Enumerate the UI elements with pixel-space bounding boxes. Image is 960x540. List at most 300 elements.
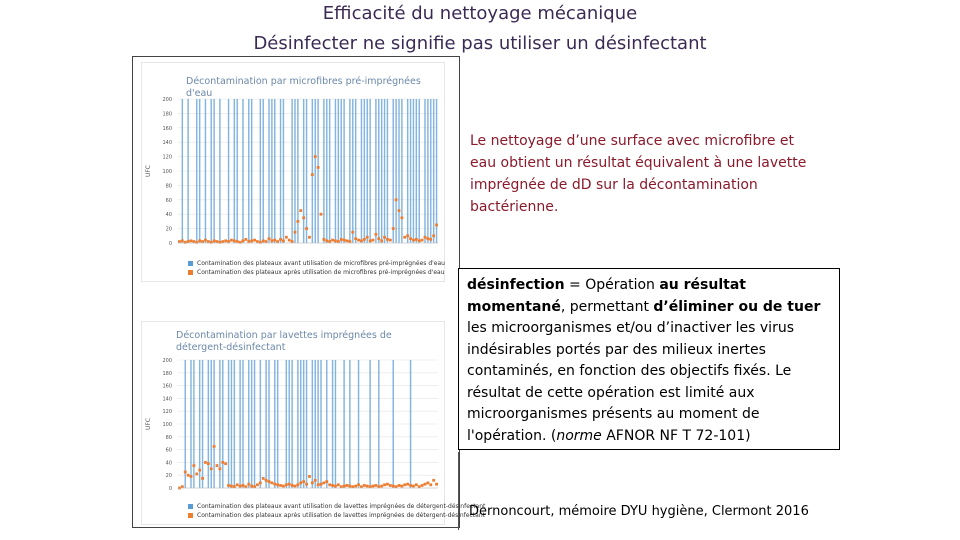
data-point [432,234,435,237]
data-point [288,483,291,486]
definition-box [458,268,840,450]
y-tick-label: 80 [165,183,172,190]
data-point [230,485,233,488]
data-point [210,467,213,470]
bar [430,99,431,243]
bar [208,360,209,488]
def-part3: les microorganismes et/ou d’inactiver les virus indésirables portés par des milieux inertes contaminés, en fonction des objectifs fixés. Le résultat de cette opération est limité aux microorganismes présents au moment de l'opération. ( [467,320,794,444]
bar [289,360,290,488]
bar [387,99,388,243]
bar [271,99,272,243]
data-point [213,445,216,448]
data-point [374,233,377,236]
bar [332,360,333,488]
data-point [207,240,210,243]
y-tick-label: 40 [165,212,172,219]
bar [193,360,194,488]
data-point [291,484,294,487]
data-point [351,231,354,234]
data-point [331,239,334,242]
data-point [247,240,250,243]
data-point [322,238,325,241]
bar [260,99,261,243]
data-point [198,239,201,242]
data-point [242,239,245,242]
chart-lavettes-title: Décontamination par lavettes imprégnées de détergent-désinfectant [176,330,392,353]
data-point [285,236,288,239]
def-part2: , permettant [560,298,654,315]
y-tick-label: 180 [162,111,172,118]
data-point [190,475,193,478]
y-tick-label: 200 [162,358,172,364]
data-point [276,240,279,243]
data-point [435,224,438,227]
y-tick-label: 20 [165,226,172,233]
y-tick-label: 160 [162,383,172,390]
bar [280,99,281,243]
bar [274,99,275,243]
legend-before-swatch [188,261,193,266]
data-point [305,227,308,230]
y-tick-label: 80 [165,434,172,441]
data-point [192,464,195,467]
data-point [239,485,242,488]
charts-frame [132,56,486,528]
data-point [181,239,184,242]
bar [364,99,365,243]
bar [268,360,269,488]
data-point [230,239,233,242]
data-point [178,240,181,243]
data-point [334,485,337,488]
data-point [187,240,190,243]
bar [239,360,240,488]
y-tick-label: 200 [162,97,172,103]
def-part4: AFNOR NF T 72-101) [601,427,751,444]
def-part1: Opération [585,277,660,293]
bar [419,99,420,243]
bar [352,99,353,243]
bar [410,99,411,243]
bar [199,99,200,243]
bar [291,99,292,243]
bar [234,360,235,488]
bar [349,360,350,488]
bar [416,99,417,243]
data-point [348,485,351,488]
data-point [270,239,273,242]
bar [222,360,223,488]
data-point [429,238,432,241]
bar [286,360,287,488]
data-point [343,485,346,488]
data-point [412,485,415,488]
bar [312,99,313,243]
data-point [204,239,207,242]
bar [202,360,203,488]
legend-before-label: Contamination des plateaux avant utilisation de microfibres pré-imprégnées d'eau [197,260,445,267]
bar [326,360,327,488]
bar [335,360,336,488]
data-point [389,239,392,242]
data-point [187,474,190,477]
bar [315,360,316,488]
bar [378,360,379,488]
data-point [288,239,291,242]
data-point [265,240,268,243]
data-point [383,236,386,239]
bar [338,99,339,243]
data-point [201,240,204,243]
bar [424,99,425,243]
data-point [282,485,285,488]
data-point [262,239,265,242]
def-term: désinfection [467,277,565,293]
bar [381,99,382,243]
bar [317,360,318,488]
bar [401,99,402,243]
data-point [426,481,429,484]
data-point [337,240,340,243]
bar [306,99,307,243]
legend-before-swatch [188,504,193,509]
data-point [244,238,247,241]
bar [248,360,249,488]
data-point [216,464,219,467]
bar [343,360,344,488]
data-point [250,485,253,488]
bar [228,360,229,488]
bar [378,99,379,243]
data-point [224,239,227,242]
def-bold2: d’éliminer ou de tuer [653,298,821,315]
bar [335,99,336,243]
data-point [213,239,216,242]
data-point [311,481,314,484]
legend-before-microfibre [188,259,445,268]
bar [297,360,298,488]
bar [237,99,238,243]
bar [393,360,394,488]
data-point [421,484,424,487]
data-point [328,240,331,243]
data-point [346,239,349,242]
data-point [320,213,323,216]
data-point [305,483,308,486]
data-point [227,240,230,243]
data-point [308,475,311,478]
data-point [294,231,297,234]
data-point [227,484,230,487]
data-point [424,483,427,486]
data-point [296,483,299,486]
bar [242,99,243,243]
data-point [432,479,435,482]
bar [263,99,264,243]
bar [369,99,370,243]
y-tick-label: 160 [162,125,172,132]
data-point [317,483,320,486]
data-point [369,239,372,242]
bar [329,99,330,243]
bar [393,99,394,243]
data-point [268,237,271,240]
legend-after-label: Contamination des plateaux après utilisation de microfibres pré-imprégnées d'eau [197,269,445,276]
bar [323,99,324,243]
y-tick-label: 0 [168,486,172,492]
bar [251,99,252,243]
slide-title-line2: Désinfecter ne signifie pas utiliser un désinfectant [253,33,707,54]
data-point [322,481,325,484]
conclusion-note: Le nettoyage d’une surface avec microfibre et eau obtient un résultat équivalent à une lavette imprégnée de dD sur la décontamination bactérienne. [470,133,807,215]
data-point [372,485,375,488]
data-point [190,239,193,242]
y-tick-label: 100 [162,422,172,428]
data-point [403,236,406,239]
data-point [221,240,224,243]
data-point [325,239,328,242]
chart-lavettes-legend [188,502,485,520]
data-point [265,479,268,482]
data-point [406,234,409,237]
bar [349,99,350,243]
data-point [256,483,259,486]
bar [326,99,327,243]
data-point [308,236,311,239]
bar [211,99,212,243]
data-point [276,483,279,486]
data-point [348,240,351,243]
bar [367,99,368,243]
data-point [256,240,259,243]
data-point [377,237,380,240]
bar [361,99,362,243]
def-eq: = [564,277,586,293]
bar [251,360,252,488]
bar [265,360,266,488]
bar [248,99,249,243]
y-tick-label: 60 [165,197,172,204]
chart-lavettes [141,321,486,525]
y-tick-label: 40 [165,460,172,467]
bar [384,99,385,243]
data-point [285,483,288,486]
data-point [296,220,299,223]
data-point [386,238,389,241]
bar [303,360,304,488]
y-axis-label: UFC [145,417,152,431]
data-point [201,477,204,480]
data-point [380,485,383,488]
bar [306,360,307,488]
data-point [314,155,317,158]
y-tick-label: 0 [168,241,172,247]
bar [283,99,284,243]
def-bold1: au résultat momentané [467,277,746,315]
bar [260,360,261,488]
data-point [415,483,418,486]
bar [291,360,292,488]
data-point [204,461,207,464]
bar [274,360,275,488]
legend-after-swatch [188,513,193,518]
bar [358,360,359,488]
data-point [236,483,239,486]
data-point [424,236,427,239]
data-point [314,479,317,482]
bar [182,99,183,243]
bar [407,99,408,243]
chart-lavettes-plot [142,354,442,504]
data-point [346,484,349,487]
reference-box [458,452,840,530]
chart-microfibre-title: Décontamination par microfibres pré-imprégnées d'eau [186,76,421,99]
data-point [325,480,328,483]
data-point [320,483,323,486]
bar [427,99,428,243]
data-point [409,484,412,487]
data-point [233,239,236,242]
y-tick-label: 180 [162,370,172,377]
data-point [406,483,409,486]
data-point [273,239,276,242]
legend-after-label: Contamination des plateaux après utilisation de lavettes imprégnées de détergent-désinfectant [197,512,485,519]
data-point [236,240,239,243]
bar [242,360,243,488]
y-tick-label: 140 [162,140,172,147]
bar [355,99,356,243]
data-point [354,237,357,240]
data-point [195,473,198,476]
data-point [253,239,256,242]
data-point [268,480,271,483]
data-point [403,483,406,486]
bar [277,360,278,488]
data-point [221,461,224,464]
data-point [317,166,320,169]
bar [303,99,304,243]
data-point [386,483,389,486]
data-point [270,481,273,484]
data-point [302,216,305,219]
data-point [302,480,305,483]
data-point [250,239,253,242]
bar [268,99,269,243]
data-point [279,238,282,241]
data-point [409,237,412,240]
data-point [357,239,360,242]
data-point [192,240,195,243]
data-point [247,483,250,486]
data-point [392,485,395,488]
data-point [242,484,245,487]
bar [315,99,316,243]
data-point [363,238,366,241]
legend-after-swatch [188,270,193,275]
data-point [374,484,377,487]
y-axis-label: UFC [145,164,152,178]
bar [433,99,434,243]
data-point [363,484,366,487]
data-point [299,209,302,212]
data-point [299,481,302,484]
data-point [311,173,314,176]
bar [343,99,344,243]
bar [185,360,186,488]
data-point [398,484,401,487]
data-point [337,483,340,486]
bar [254,360,255,488]
bar [213,360,214,488]
y-tick-label: 140 [162,396,172,403]
y-tick-label: 120 [162,154,172,161]
bar [398,99,399,243]
bar [375,99,376,243]
data-point [328,483,331,486]
chart-microfibre-plot [142,91,442,261]
data-point [421,239,424,242]
data-point [415,238,418,241]
data-point [207,462,210,465]
data-point [354,485,357,488]
def-italic: norme [556,427,602,444]
data-point [400,485,403,488]
bar [205,99,206,243]
chart-microfibre [141,62,445,282]
data-point [184,471,187,474]
bar [219,99,220,243]
data-point [372,239,375,242]
slide-title-line1: Efficacité du nettoyage mécanique [322,3,638,24]
legend-before-label: Contamination des plateaux avant utilisation de lavettes imprégnées de détergent-désinfectant [197,503,486,510]
data-point [429,483,432,486]
bar [312,360,313,488]
data-point [380,239,383,242]
data-point [435,483,438,486]
chart-microfibre-legend [188,259,445,277]
bar [300,360,301,488]
reference-text: Dernoncourt, mémoire DYU hygiène, Clermont 2016 [469,504,809,519]
data-point [366,485,369,488]
data-point [412,239,415,242]
data-point [360,239,363,242]
bar [190,360,191,488]
data-point [262,477,265,480]
data-point [392,227,395,230]
bar [196,99,197,243]
bar [228,99,229,243]
data-point [340,238,343,241]
data-point [216,240,219,243]
bar [213,99,214,243]
data-point [343,239,346,242]
bar [317,99,318,243]
bar [231,360,232,488]
data-point [418,239,421,242]
data-point [273,483,276,486]
data-point [224,462,227,465]
data-point [426,237,429,240]
bar [234,99,235,243]
data-point [383,483,386,486]
data-point [366,236,369,239]
bar [294,99,295,243]
bar [436,99,437,243]
legend-before-lavettes [188,502,485,511]
bar [187,99,188,243]
bar [413,99,414,243]
data-point [198,469,201,472]
